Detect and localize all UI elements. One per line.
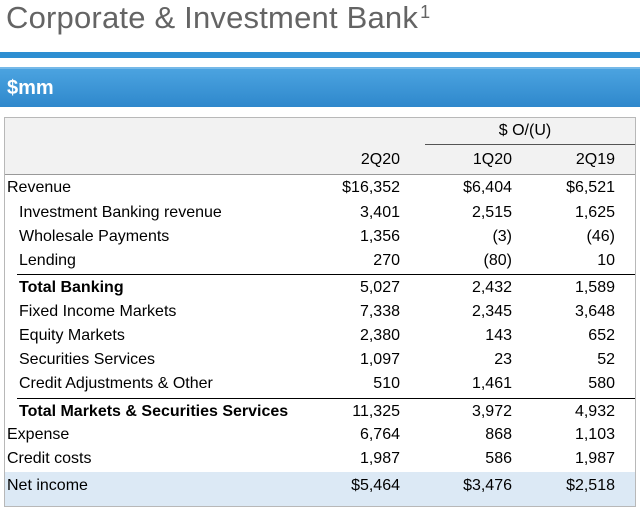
- row-label: Total Markets & Securities Services: [19, 403, 289, 420]
- row-value: 6,764: [359, 426, 400, 443]
- row-value: (3): [492, 228, 512, 245]
- row-value: 1,097: [359, 351, 400, 368]
- row-value: 2,380: [359, 327, 400, 344]
- row-value: 52: [597, 351, 615, 368]
- row-label: Fixed Income Markets: [19, 303, 177, 320]
- row-value: 868: [485, 426, 512, 443]
- row-value: 510: [373, 375, 400, 392]
- row-value: 7,338: [359, 303, 400, 320]
- row-value: 1,589: [574, 279, 615, 296]
- row-value: $16,352: [342, 179, 400, 196]
- row-value: 1,987: [359, 450, 400, 467]
- financial-table: [4, 117, 636, 507]
- total-markets-rule: [17, 398, 635, 399]
- row-value: 3,648: [574, 303, 615, 320]
- title-rule: [0, 52, 640, 58]
- row-label: Net income: [7, 477, 88, 494]
- row-value: 652: [588, 327, 615, 344]
- row-value: $5,464: [351, 477, 400, 494]
- row-value: 270: [373, 252, 400, 269]
- header-divider: [5, 174, 635, 175]
- row-value: 1,625: [574, 204, 615, 221]
- row-value: 1,987: [574, 450, 615, 467]
- group-header-rule: [425, 144, 635, 145]
- row-value: 5,027: [359, 279, 400, 296]
- row-value: $6,521: [566, 179, 615, 196]
- column-header-2q20: 2Q20: [360, 151, 400, 168]
- row-value: 2,432: [471, 279, 512, 296]
- row-label: Lending: [19, 252, 76, 269]
- row-value: 586: [485, 450, 512, 467]
- title-footnote-marker: 1: [420, 2, 431, 22]
- row-label: Equity Markets: [19, 327, 125, 344]
- row-label: Investment Banking revenue: [19, 204, 222, 221]
- unit-banner: [0, 67, 640, 107]
- row-value: 2,345: [471, 303, 512, 320]
- row-label: Total Banking: [19, 279, 124, 296]
- unit-label: $mm: [7, 77, 54, 99]
- row-value: 23: [494, 351, 512, 368]
- row-value: $2,518: [566, 477, 615, 494]
- row-label: Expense: [7, 426, 70, 443]
- row-value: (46): [586, 228, 615, 245]
- row-value: 3,972: [471, 403, 512, 420]
- row-label: Revenue: [7, 179, 72, 196]
- row-value: 1,356: [359, 228, 400, 245]
- column-header-1q20: 1Q20: [472, 151, 512, 168]
- row-value: 1,103: [574, 426, 615, 443]
- row-label: Credit costs: [7, 450, 92, 467]
- row-value: 580: [588, 375, 615, 392]
- row-value: 3,401: [359, 204, 400, 221]
- row-value: $6,404: [463, 179, 512, 196]
- row-label: Securities Services: [19, 351, 156, 368]
- row-value: $3,476: [463, 477, 512, 494]
- row-label: Credit Adjustments & Other: [19, 375, 213, 392]
- row-value: 10: [597, 252, 615, 269]
- total-banking-rule: [17, 274, 635, 275]
- group-header-label: $ O/(U): [498, 122, 552, 139]
- row-value: 11,325: [352, 403, 400, 420]
- row-value: 1,461: [471, 375, 512, 392]
- row-value: 4,932: [574, 403, 615, 420]
- row-label: Wholesale Payments: [19, 228, 170, 245]
- row-value: (80): [483, 252, 512, 269]
- row-value: 2,515: [471, 204, 512, 221]
- column-header-2q19: 2Q19: [575, 151, 615, 168]
- page-title: Corporate & Investment Bank $^1$: [6, 0, 431, 35]
- row-value: 143: [485, 327, 512, 344]
